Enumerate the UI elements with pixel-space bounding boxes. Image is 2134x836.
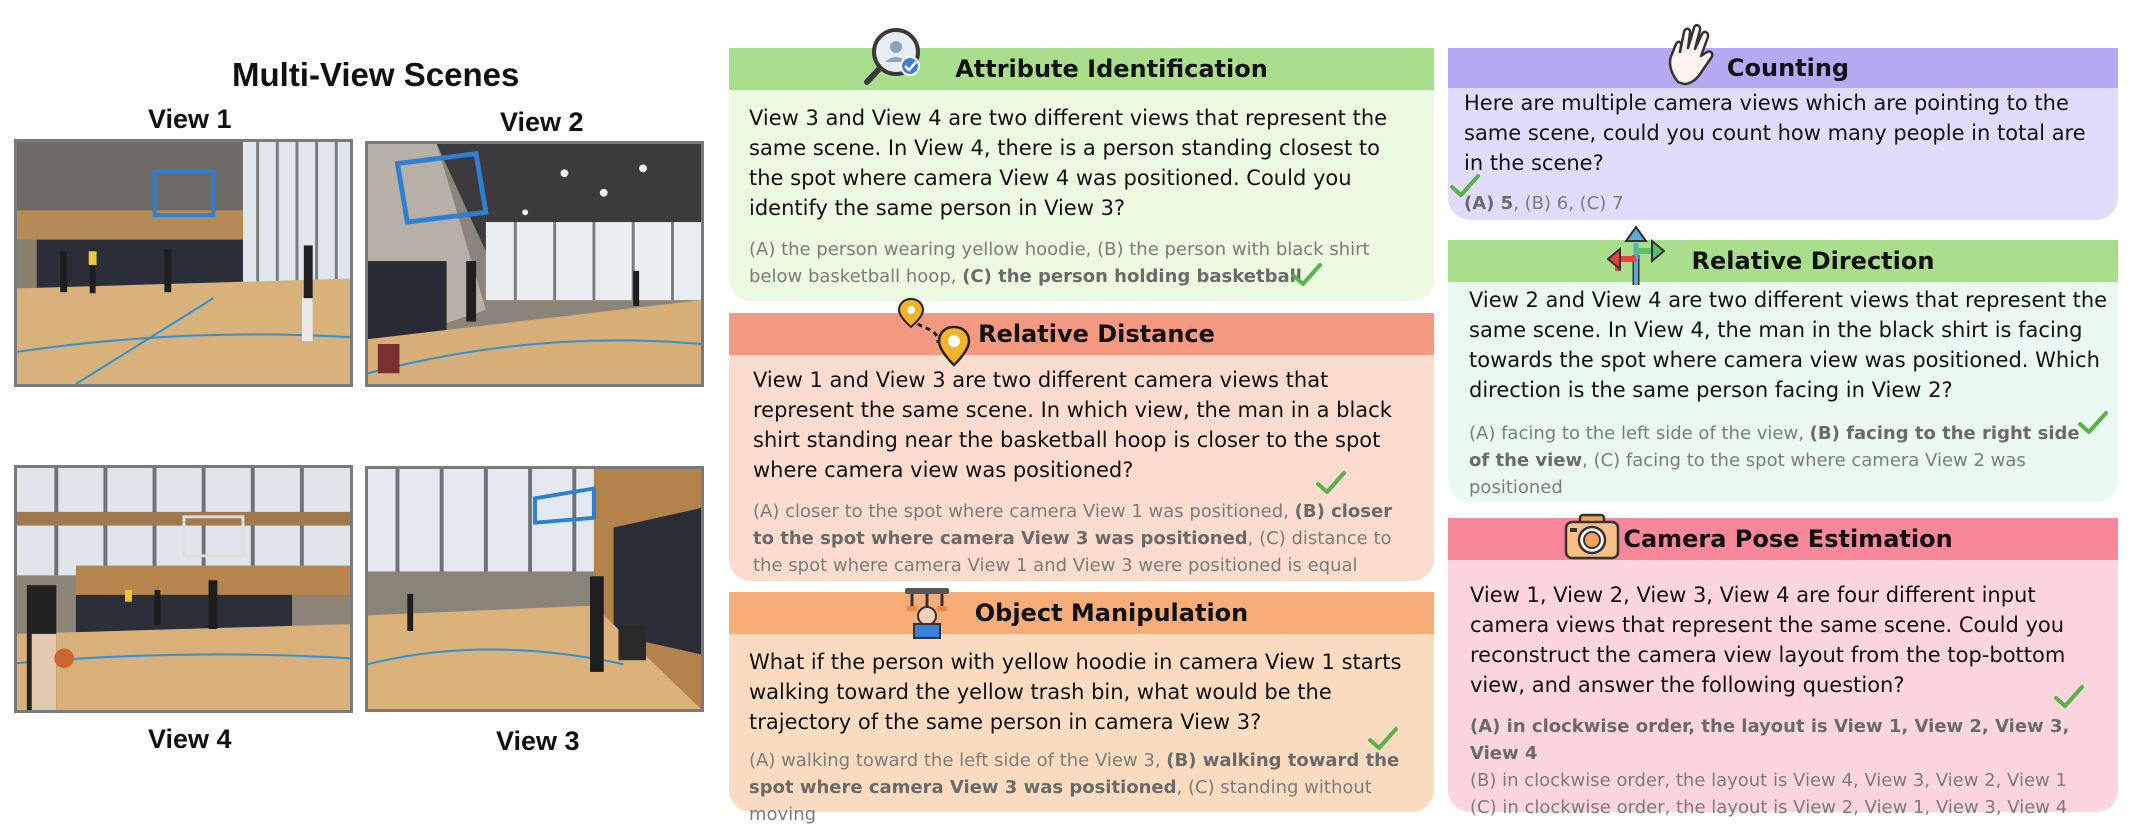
- card-question: Here are multiple camera views which are pointing to the same scene, could you count how many people in total are in the scene?: [1464, 91, 2086, 175]
- option-text: (A) the person wearing yellow hoodie, (B) the person with black shirt below basketball hoop,: [749, 239, 1370, 287]
- card-attribute-identification: [729, 48, 1434, 301]
- card-title: Counting: [1726, 54, 1850, 82]
- check-icon: [1292, 262, 1322, 288]
- card-question: View 3 and View 4 are two different views that represent the same scene. In View 4, there is a person standing closest to the spot where camera View 4 was positioned. Could you identify the same person in View 3?: [749, 106, 1388, 220]
- card-question: What if the person with yellow hoodie in camera View 1 starts walking toward the yellow trash bin, what would be the trajectory of the same person in camera View 3?: [749, 650, 1402, 734]
- check-icon: [2078, 410, 2108, 436]
- card-question: View 1, View 2, View 3, View 4 are four different input camera views that represent the same scene. Could you reconstruct the camera view layout from the top-bottom view, and answer the following question?: [1470, 583, 2066, 697]
- card-title: Object Manipulation: [974, 599, 1249, 627]
- card-title: Relative Direction: [1691, 247, 1935, 275]
- card-camera-pose-estimation: [1448, 518, 2118, 818]
- option-text: (A) closer to the spot where camera View 1 was positioned,: [753, 501, 1289, 522]
- card-title: Camera Pose Estimation: [1623, 525, 1953, 553]
- check-icon: [1316, 470, 1346, 496]
- hand-icon: [1664, 22, 1718, 86]
- option-text: (A) walking toward the left side of the View 3,: [749, 750, 1161, 771]
- card-question: View 1 and View 3 are two different camera views that represent the same scene. In which view, the man in a black shirt standing near the basketball hoop is closer to the spot where camera view was positioned?: [753, 368, 1392, 482]
- option-text: , (C) facing to the spot where camera View 2 was positioned: [1469, 450, 2026, 498]
- card-options: [1464, 190, 2104, 217]
- view-4-image: [14, 465, 353, 713]
- check-icon: [2054, 684, 2084, 710]
- correct-option: (B) closer to the spot where camera View 3 was positioned: [753, 501, 1393, 549]
- check-icon: [1450, 173, 1480, 199]
- card-header: [1448, 240, 2118, 282]
- option-text: , (B) 6, (C) 7: [1513, 193, 1624, 214]
- correct-option: (C) the person holding basketball: [962, 266, 1302, 287]
- view-3-image: [365, 466, 704, 712]
- route-pin-icon: [898, 299, 970, 367]
- option-text: (C) in clockwise order, the layout is View 2, View 1, View 3, View 4: [1470, 797, 2068, 818]
- card-title: Relative Distance: [978, 320, 1215, 348]
- robot-arm-icon: [902, 586, 952, 640]
- correct-option: (B) facing to the right side of the view: [1469, 423, 2080, 471]
- view-2-label: View 2: [500, 107, 584, 137]
- card-counting: [1448, 48, 2118, 220]
- view-2-image: [365, 141, 704, 387]
- card-header: [729, 48, 1434, 90]
- view-1-label: View 1: [148, 104, 232, 134]
- card-options: [1470, 713, 2110, 821]
- view-4-label: View 4: [148, 724, 232, 754]
- card-options: [1469, 420, 2084, 501]
- card-relative-direction: [1448, 240, 2118, 502]
- check-icon: [1368, 726, 1398, 752]
- camera-icon: [1564, 512, 1620, 560]
- option-text: , (C) distance to the spot where camera View 1 and View 3 were positioned is equal: [753, 528, 1392, 576]
- card-header: [729, 313, 1434, 355]
- card-header: [1448, 48, 2118, 88]
- correct-option: (A) 5: [1464, 193, 1514, 214]
- option-text: (B) in clockwise order, the layout is View 4, View 3, View 2, View 1: [1470, 770, 2067, 791]
- card-question: View 2 and View 4 are two different views that represent the same scene. In View 4, the man in the black shirt is facing towards the spot where camera view was positioned. Which direction is the same person facing in View 2?: [1469, 288, 2108, 402]
- view-1-image: [14, 139, 353, 387]
- view-3-label: View 3: [496, 726, 580, 756]
- correct-option: (A) in clockwise order, the layout is View 1, View 2, View 3, View 4: [1470, 716, 2070, 764]
- magnifier-person-icon: [862, 24, 924, 86]
- card-header: [729, 592, 1434, 634]
- card-object-manipulation: [729, 592, 1434, 825]
- scenes-title: Multi-View Scenes: [232, 56, 520, 93]
- option-text: (A) facing to the left side of the view,: [1469, 423, 1804, 444]
- card-relative-distance: [729, 313, 1434, 581]
- card-options: [749, 747, 1424, 828]
- correct-option: (B) walking toward the spot where camera View 3 was positioned: [749, 750, 1400, 798]
- card-options: [753, 498, 1418, 579]
- card-header: [1448, 518, 2118, 560]
- direction-arrows-icon: [1606, 225, 1666, 287]
- option-text: , (C) standing without moving: [749, 777, 1372, 825]
- card-title: Attribute Identification: [955, 55, 1268, 83]
